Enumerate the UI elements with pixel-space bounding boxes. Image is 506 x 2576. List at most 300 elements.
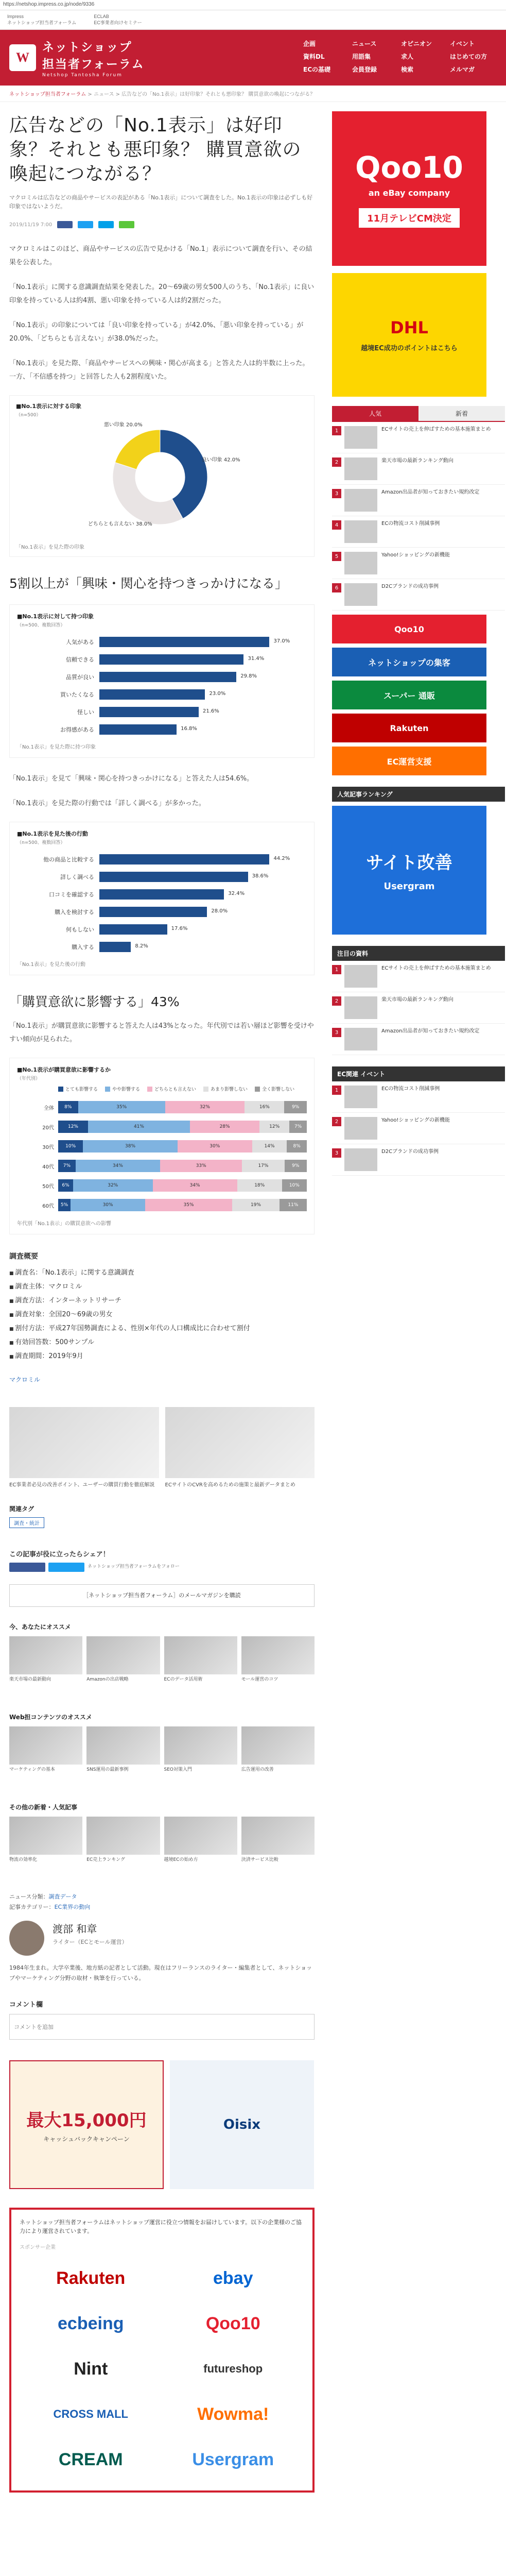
ranking-number: 2 [332, 996, 341, 1006]
recommend-text: Amazonの出店戦略 [86, 1677, 129, 1682]
ranking-number: 1 [332, 426, 341, 435]
bar-label: 口コミを確認する [49, 891, 94, 898]
facebook-like-button[interactable] [9, 1563, 45, 1572]
bar-value-label: 44.2% [273, 856, 290, 861]
line-share-button[interactable] [119, 221, 134, 228]
stacked-segment: 18% [237, 1179, 282, 1192]
stacked-segment: 32% [165, 1101, 245, 1113]
related-card[interactable] [165, 1407, 315, 1489]
comment-title: コメント欄 [9, 2001, 43, 2009]
bar-track [99, 907, 307, 917]
stacked-segment: 35% [78, 1101, 165, 1113]
bar-value-label: 32.4% [228, 891, 245, 896]
nav-item-first[interactable]: はじめての方 [450, 53, 487, 60]
other-image [241, 1817, 315, 1855]
ranking-number: 5 [332, 552, 341, 561]
stacked-segment: 16% [245, 1101, 284, 1113]
survey-item: ■ 調査名：「No.1表示」に関する意識調査 [9, 1266, 315, 1280]
sidebar-heading-ranking: 人気記事ランキング [332, 787, 505, 802]
stacked-label: 30代 [42, 1144, 54, 1150]
legend-swatch [203, 1087, 208, 1092]
ranking-item[interactable] [332, 1144, 505, 1176]
pie-chart-title: ■No.1表示に対する印象 [16, 403, 81, 410]
bar-chart-1-sub: （n=500、複数回答） [17, 623, 65, 628]
twitter-follow-button[interactable] [48, 1563, 84, 1572]
survey-item: ■ 調査方法：インターネットリサーチ [9, 1294, 315, 1308]
related-text: EC事業者必見の改善ポイント、ユーザーの購買行動を徹底解説 [9, 1482, 155, 1488]
web-image [164, 1726, 237, 1765]
legend-swatch [255, 1087, 260, 1092]
bar-chart-1-title: ■No.1表示に対して持つ印象 [17, 613, 94, 620]
other-card[interactable] [9, 1817, 82, 1877]
bar-chart-2 [17, 851, 307, 956]
recommend-card[interactable] [86, 1636, 160, 1697]
bar-track [99, 942, 307, 952]
ranking-title: 楽天市場の最新ランキング動向 [381, 997, 453, 1003]
legend-label: とても影響する [65, 1087, 98, 1092]
stacked-segment: 19% [232, 1199, 280, 1211]
legend-label: どちらとも言えない [154, 1087, 197, 1092]
sponsor-logo[interactable]: Wowma! [197, 2404, 269, 2424]
article-body [9, 243, 315, 384]
tab-new[interactable]: 新着 [418, 406, 505, 421]
ranking-title: ECの物流コスト削減事例 [381, 1086, 440, 1092]
ranking-item[interactable] [332, 453, 505, 485]
legend-entry [255, 1086, 294, 1092]
sidebar-banners [332, 615, 505, 775]
article-category-link[interactable]: EC業界の動向 [54, 1904, 91, 1910]
sponsor-box [9, 2208, 315, 2493]
sidebar-banner[interactable]: Rakuten [332, 714, 486, 742]
stacked-segment: 30% [71, 1199, 145, 1211]
bar-label: 何もしない [66, 926, 94, 933]
usergram-ad[interactable] [332, 806, 486, 935]
sidebar-banner[interactable]: ネットショップの集客 [332, 648, 486, 676]
legend-swatch [105, 1087, 110, 1092]
ranking-number: 4 [332, 520, 341, 530]
pie-slice-label: 良い印象 42.0% [201, 457, 240, 463]
web-text: マーケティングの基本 [9, 1767, 55, 1772]
bar-row [17, 851, 307, 868]
article-paragraph: 「No.1表示」を見て「興味・関心を持つきっかけになる」と答えた人は54.6%。 [9, 775, 254, 783]
legend-swatch [58, 1087, 63, 1092]
article-body-2 [9, 772, 315, 810]
bar [99, 707, 199, 717]
bar-track [99, 637, 307, 647]
pie-slice-label: どちらとも言えない 38.0% [88, 521, 152, 528]
ranking-item[interactable] [332, 961, 505, 992]
sponsor-logo[interactable]: futureshop [203, 2362, 263, 2375]
bar-label: 買いたくなる [60, 691, 94, 698]
nav-item-glossary[interactable]: 用語集 [352, 53, 371, 60]
article-paragraph: 「No.1表示」を見た際、「商品やサービスへの興味・関心が高まる」と答えた人は約半数に上った。一方、「不信感を持つ」と回答した人も2割程度いた。 [9, 360, 309, 381]
stacked-bar [58, 1199, 307, 1211]
impress-logo-text: Impress [7, 14, 24, 19]
nav-item-jobs[interactable]: 求人 [401, 53, 414, 60]
ranking-title: ECサイトの売上を伸ばすための基本施策まとめ [381, 965, 491, 971]
sponsor-logo[interactable]: Rakuten [56, 2268, 126, 2288]
ranking-number: 3 [332, 1028, 341, 1037]
article-paragraph: 「No.1表示」が購買意欲に影響すると答えた人は43%となった。年代別では若い層ほど影響を受けやすい傾向が見られた。 [9, 1022, 314, 1043]
site-logo-mark[interactable]: W [9, 44, 36, 71]
bar-chart-1-caption: 「No.1表示」を見た際に持つ印象 [17, 744, 96, 750]
recommend-image [241, 1636, 315, 1674]
bar-chart-1-box [9, 604, 315, 758]
tag-link[interactable]: 調査・統計 [9, 1517, 44, 1528]
usergram-ad-title: サイト改善 [366, 853, 452, 873]
avatar [9, 1921, 44, 1956]
web-text: SNS運用の最新事例 [86, 1767, 129, 1772]
section-heading-1: 5割以上が「興味・関心を持つきっかけになる」 [9, 576, 288, 591]
eclab-logo-text: ECLAB [94, 14, 109, 19]
site-logo-line3: Netshop Tantosha Forum [42, 73, 123, 78]
eclab-logo[interactable] [94, 14, 142, 26]
bar-track [99, 724, 307, 735]
recommend-card[interactable] [9, 1636, 82, 1697]
nav-item-mail[interactable]: メルマガ [450, 66, 475, 73]
sponsor-logo[interactable]: Qoo10 [205, 2313, 260, 2333]
stacked-chart-box [9, 1058, 315, 1234]
web-card[interactable] [241, 1726, 315, 1787]
bar-chart-2-caption: 「No.1表示」を見た後の行動 [17, 962, 85, 968]
article-paragraph: 「No.1表示」の印象については「良い印象を持っている」が42.0%、「悪い印象を持っている」が20.0%、「どちらとも言えない」が38.0%だった。 [9, 321, 304, 343]
bar-label: お得感がある [60, 726, 94, 733]
ranking-item[interactable] [332, 1081, 505, 1113]
sidebar-banner[interactable]: Qoo10 [332, 615, 486, 643]
nav-item-plan[interactable]: 企画 [303, 40, 316, 47]
bar [99, 724, 177, 735]
ranking-list [332, 422, 505, 611]
ranking-title: ECサイトの売上を伸ばすための基本施策まとめ [381, 427, 491, 432]
ranking-item[interactable] [332, 516, 505, 548]
bar-label: 怪しい [77, 709, 94, 716]
bar-value-label: 29.8% [240, 673, 257, 679]
impress-logo[interactable] [7, 14, 76, 26]
cashback-banner[interactable] [9, 2060, 164, 2189]
stacked-row [17, 1097, 307, 1117]
recommend-image [86, 1636, 160, 1674]
promo-area [9, 2060, 315, 2189]
stacked-segment: 28% [190, 1121, 259, 1133]
ranking-item[interactable] [332, 992, 505, 1024]
author-bio: 1984年生まれ。大学卒業後、地方紙の記者として活動。現在はフリーランスのライター・編集者として、ネットショップやマーケティング分野の取材・執筆を行っている。 [9, 1964, 312, 1981]
main-nav [302, 37, 498, 76]
tags-heading: 関連タグ [9, 1505, 34, 1513]
ranking-thumbnail [344, 1148, 377, 1171]
source-link[interactable]: マクロミル [9, 1376, 41, 1383]
author-box [9, 1921, 315, 1956]
nav-item-download[interactable]: 資料DL [303, 53, 325, 60]
bar-label: 他の商品と比較する [43, 856, 94, 863]
nav-item-opinion[interactable]: オピニオン [401, 40, 432, 47]
survey-item: ■ 調査期間：2019年9月 [9, 1350, 315, 1364]
bar-row [17, 921, 307, 938]
bar-row [17, 633, 307, 651]
bar-row [17, 721, 307, 738]
bar-track [99, 872, 307, 882]
impress-logo-sub: ネットショップ担当者フォーラム [7, 20, 77, 25]
sponsor-logo[interactable]: Usergram [192, 2449, 274, 2469]
stacked-row [17, 1195, 307, 1215]
web-heading: Web担コンテンツのオススメ [9, 1714, 92, 1721]
ranking-thumbnail [344, 457, 377, 480]
bar-track [99, 689, 307, 700]
ranking-thumbnail [344, 489, 377, 512]
ranking-title: D2Cブランドの成功事例 [381, 584, 439, 589]
ranking-item[interactable] [332, 579, 505, 611]
ranking-title: Yahoo!ショッピングの新機能 [381, 552, 450, 558]
eclab-logo-sub: EC事業者向けセミナー [94, 20, 142, 25]
bar-label: 品質が良い [66, 674, 94, 681]
bar [99, 942, 131, 952]
nav-item-event[interactable]: イベント [450, 40, 475, 47]
bar [99, 672, 236, 682]
ranking-thumbnail [344, 426, 377, 449]
legend-label: 全く影響しない [262, 1087, 295, 1092]
bar-label: 人気がある [66, 639, 94, 646]
stacked-segment: 34% [76, 1160, 160, 1172]
recommend-card[interactable] [241, 1636, 315, 1697]
ranking-item[interactable] [332, 422, 505, 453]
recommend-card[interactable] [164, 1636, 237, 1697]
ranking-thumbnail [344, 1117, 377, 1140]
stacked-segment: 11% [280, 1199, 307, 1211]
stacked-label: 40代 [42, 1164, 54, 1170]
sponsor-logo[interactable]: Nint [74, 2359, 108, 2379]
bar-chart-2-title: ■No.1表示を見た後の行動 [17, 831, 88, 837]
stacked-row [17, 1176, 307, 1195]
hatena-share-button[interactable] [98, 221, 114, 228]
sponsor-logo[interactable]: ecbeing [58, 2313, 124, 2333]
bar-track [99, 924, 307, 935]
bar-value-label: 38.6% [252, 873, 269, 879]
recommend-grid [9, 1636, 315, 1697]
recommend-text: 楽天市場の最新動向 [9, 1677, 51, 1682]
tab-popular[interactable]: 人気 [332, 406, 418, 421]
ranking-item[interactable] [332, 1113, 505, 1144]
other-card[interactable] [164, 1817, 237, 1877]
pie-slice [115, 430, 160, 469]
sidebar-banner[interactable]: EC運営支援 [332, 747, 486, 775]
stacked-row [17, 1137, 307, 1156]
other-card[interactable] [241, 1817, 315, 1877]
stacked-segment: 8% [58, 1101, 78, 1113]
oisix-banner[interactable]: Oisix [170, 2060, 314, 2189]
breadcrumb-rest: > ニュース > 広告などの「No.1表示」は好印象？それとも悪印象？ 購買意欲の喚起につながる？ [86, 92, 316, 97]
section-heading-2: 「購買意欲に影響する」43% [9, 994, 180, 1009]
dhl-ad[interactable] [332, 273, 486, 397]
ranking-thumbnail [344, 1028, 377, 1050]
bar-track [99, 889, 307, 900]
stacked-chart-title: ■No.1表示が購買意欲に影響するか [17, 1066, 111, 1073]
survey-overview [9, 1250, 315, 1386]
bar [99, 924, 167, 935]
sidebar-banner[interactable]: スーパー 通販 [332, 681, 486, 709]
stacked-chart-caption: 年代別「No.1表示」の購買意欲への影響 [17, 1221, 111, 1227]
qoo10-ad-strip: 11月テレビCM決定 [359, 208, 460, 228]
article-date-row [9, 221, 315, 228]
twitter-share-button[interactable] [78, 221, 93, 228]
stacked-row [17, 1117, 307, 1137]
stacked-bar [58, 1160, 307, 1172]
bar-label: 購入する [72, 944, 94, 951]
news-label: ニュース分類： [9, 1893, 49, 1900]
news-category-link[interactable]: 調査データ [48, 1893, 77, 1900]
stacked-segment: 38% [83, 1140, 178, 1153]
ranking-title: Yahoo!ショッピングの新機能 [381, 1117, 450, 1123]
web-card[interactable] [86, 1726, 160, 1787]
ranking-title: Amazon出品者が知っておきたい規約改定 [381, 489, 480, 495]
ranking-number: 2 [332, 457, 341, 467]
legend-entry [147, 1086, 196, 1092]
ranking-title: D2Cブランドの成功事例 [381, 1149, 439, 1155]
ranking-number: 3 [332, 1148, 341, 1158]
stacked-segment: 10% [58, 1140, 83, 1153]
stacked-segment: 7% [58, 1160, 76, 1172]
pie-chart-caption: 「No.1表示」を見た際の印象 [16, 545, 84, 550]
bar-row [17, 868, 307, 886]
survey-list [9, 1266, 315, 1364]
bar-value-label: 17.6% [171, 926, 188, 931]
related-image [9, 1407, 159, 1478]
bar-label: 信頼できる [66, 656, 94, 663]
stacked-label: 60代 [42, 1203, 54, 1209]
site-logo-line2: 担当者フォーラム [42, 58, 145, 71]
bar-row [17, 938, 307, 956]
nav-item-register[interactable]: 会員登録 [352, 66, 377, 73]
other-image [86, 1817, 160, 1855]
stacked-chart-sub: （年代別） [17, 1076, 41, 1081]
stacked-segment: 14% [252, 1140, 287, 1153]
bar-row [17, 686, 307, 703]
article-lead: マクロミルは広告などの商品やサービスの表記がある「No.1表示」について調査をした。No.1表示の印象は必ずしも好印象ではないようだ。 [9, 194, 313, 210]
legend-swatch [147, 1087, 152, 1092]
news-source [9, 1892, 315, 1912]
bar-chart-1 [17, 633, 307, 738]
pie-chart-sub: （n=500） [16, 413, 41, 418]
bar-track [99, 854, 307, 865]
breadcrumb-home[interactable]: ネットショップ担当者フォーラム [9, 92, 86, 97]
bar-chart-2-sub: （n=500、複数回答） [17, 840, 65, 845]
stacked-chart-legend [58, 1086, 307, 1092]
related-image [165, 1407, 315, 1478]
legend-label: あまり影響しない [211, 1087, 248, 1092]
facebook-share-button[interactable] [57, 221, 73, 228]
survey-item: ■ 割付方法：平成27年国勢調査による、性別×年代の人口構成比に合わせて割付 [9, 1322, 315, 1336]
recommend-image [9, 1636, 82, 1674]
ranking-title: 楽天市場の最新ランキング動向 [381, 458, 453, 464]
other-heading: その他の新着・人気記事 [9, 1804, 78, 1811]
bar-value-label: 31.4% [248, 656, 265, 662]
stacked-segment: 8% [287, 1140, 307, 1153]
legend-entry [203, 1086, 248, 1092]
article-title: 広告などの「No.1表示」は好印象？それとも悪印象？ 購買意欲の喚起につながる？ [9, 115, 302, 184]
ranking-number: 2 [332, 1117, 341, 1126]
article-paragraph: 「No.1表示」に関する意識調査結果を発表した。20〜69歳の男女500人のうち、「No.1表示」に良い印象を持っている人は約4割、悪い印象を持っている人は約2割だった。 [9, 283, 315, 304]
survey-item: ■ 調査対象：全国20〜69歳の男女 [9, 1308, 315, 1322]
article-paragraph: マクロミルはこのほど、商品やサービスの広告で見かける「No.1」表示について調査を行い、その結果を公表した。 [9, 245, 312, 266]
bar-row [17, 651, 307, 668]
stacked-segment: 17% [242, 1160, 284, 1172]
stacked-segment: 12% [58, 1121, 88, 1133]
legend-label: やや影響する [112, 1087, 141, 1092]
events-list [332, 1081, 505, 1176]
bar [99, 689, 205, 700]
ranking-thumbnail [344, 965, 377, 988]
follow-title: この記事が役に立ったらシェア！ [9, 1551, 110, 1558]
breadcrumb [0, 86, 506, 102]
sponsor-logo[interactable]: CROSS MALL [53, 2408, 128, 2420]
bar-row [17, 903, 307, 921]
stacked-segment: 33% [160, 1160, 242, 1172]
ranking-item[interactable] [332, 548, 505, 579]
ranking-item[interactable] [332, 1024, 505, 1055]
qoo10-ad-title: Qoo10 [355, 149, 463, 185]
bar-label: 購入を検討する [55, 909, 94, 916]
recommend-text: モール運営のコツ [241, 1677, 278, 1682]
ranking-number: 1 [332, 965, 341, 974]
nav-item-basics[interactable]: ECの基礎 [303, 66, 331, 73]
other-text: 越境ECの始め方 [164, 1857, 198, 1862]
sponsor-logo[interactable]: CREAM [58, 2449, 123, 2469]
qoo10-ad[interactable] [332, 111, 486, 266]
legend-entry [105, 1086, 140, 1092]
ranking-item[interactable] [332, 485, 505, 516]
other-card[interactable] [86, 1817, 160, 1877]
survey-item: ■ 有効回答数：500サンプル [9, 1336, 315, 1350]
bar-row [17, 703, 307, 721]
bar [99, 637, 269, 647]
ranking-title: Amazon出品者が知っておきたい規約改定 [381, 1028, 480, 1034]
other-grid [9, 1817, 315, 1877]
web-card[interactable] [9, 1726, 82, 1787]
stacked-bar [58, 1179, 307, 1192]
usergram-ad-sub: Usergram [383, 881, 435, 892]
dhl-ad-sub: 越境EC成功のポイントはこちら [361, 344, 458, 352]
site-logo-text[interactable] [42, 38, 145, 78]
ranking-thumbnail [344, 552, 377, 574]
news-label-2: 記事カテゴリー： [9, 1904, 55, 1910]
stacked-segment: 9% [284, 1101, 306, 1113]
nav-item-news[interactable]: ニュース [352, 40, 377, 47]
stacked-segment: 32% [73, 1179, 153, 1192]
article-date: 2019/11/19 7:00 [9, 222, 53, 228]
web-card[interactable] [164, 1726, 237, 1787]
stacked-label: 50代 [42, 1183, 54, 1190]
related-card[interactable] [9, 1407, 159, 1489]
sidebar-tabs [332, 406, 505, 422]
pie-chart [16, 418, 304, 536]
ranking-title: ECの物流コスト削減事例 [381, 521, 440, 527]
stacked-segment: 34% [153, 1179, 237, 1192]
web-text: SEO対策入門 [164, 1767, 192, 1772]
sponsor-logo[interactable]: ebay [213, 2268, 253, 2288]
pie-chart-box [9, 395, 315, 557]
newsletter-box[interactable]: ［ネットショップ担当者フォーラム］のメールマガジンを購読 [9, 1584, 315, 1607]
comment-input[interactable] [9, 2014, 315, 2040]
nav-item-search[interactable]: 検索 [401, 66, 414, 73]
sidebar-heading-docs: 注目の資料 [332, 946, 505, 961]
stacked-bar [58, 1140, 307, 1153]
stacked-label: 全体 [44, 1105, 54, 1111]
author-name[interactable]: 渡部 和章 [53, 1923, 97, 1935]
ranking-number: 1 [332, 1086, 341, 1095]
url-bar[interactable]: https://netshop.impress.co.jp/node/9336 [0, 0, 506, 10]
bar [99, 854, 269, 865]
stacked-label: 20代 [42, 1125, 54, 1131]
stacked-segment: 30% [178, 1140, 252, 1153]
sponsor-logos [20, 2256, 304, 2482]
